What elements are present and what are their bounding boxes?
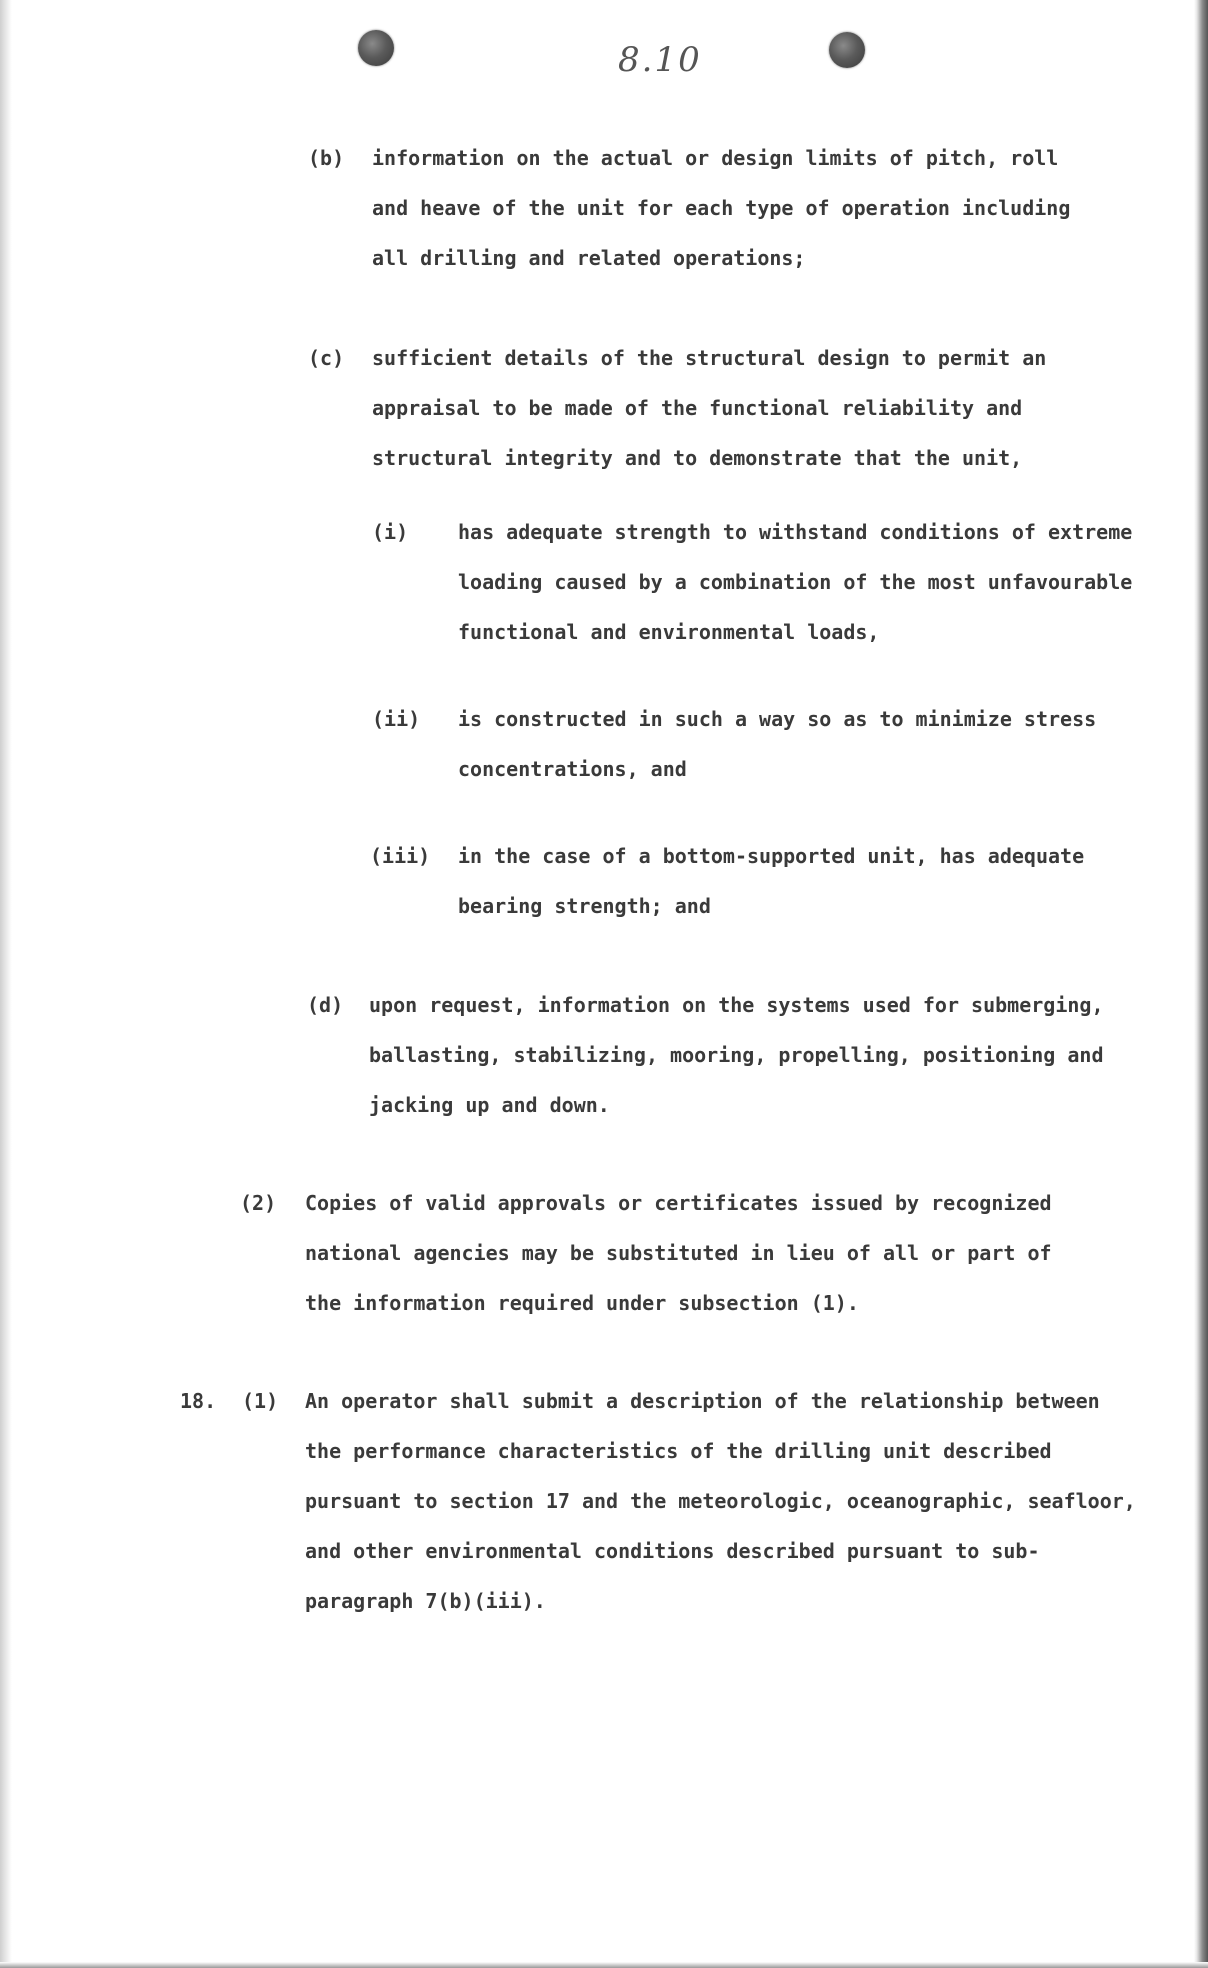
clause-b-label: (b) [308, 146, 345, 170]
subclause-iii-label: (iii) [370, 844, 431, 868]
subclause-iii-text [458, 831, 1178, 931]
text-line: and other environmental conditions described pursuant to sub- [305, 1539, 1040, 1563]
text-line: is constructed in such a way so as to minimize stress [458, 707, 1097, 731]
clause-c-label: (c) [308, 346, 345, 370]
subclause-i-label: (i) [372, 520, 409, 544]
subclause-i-text [458, 507, 1178, 657]
text-line: loading caused by a combination of the most unfavourable [458, 570, 1133, 594]
punch-hole-left [358, 30, 394, 66]
text-line: paragraph 7(b)(iii). [305, 1589, 546, 1613]
page-number: 8.10 [618, 40, 702, 80]
text-line: concentrations, and [458, 757, 687, 781]
punch-hole-right [829, 32, 865, 68]
text-line: and heave of the unit for each type of operation including [372, 196, 1071, 220]
clause-c-text [372, 333, 1152, 483]
text-line: in the case of a bottom-supported unit, has adequate [458, 844, 1085, 868]
text-line: sufficient details of the structural design to permit an [372, 346, 1047, 370]
clause-b-text [372, 133, 1152, 283]
scan-edge-right [1194, 0, 1208, 1968]
section-18-text [305, 1376, 1185, 1626]
text-line: the information required under subsection (1). [305, 1291, 859, 1315]
subsection-2-text [305, 1178, 1165, 1328]
text-line: national agencies may be substituted in lieu of all or part of [305, 1241, 1052, 1265]
subclause-ii-text [458, 694, 1178, 794]
text-line: appraisal to be made of the functional reliability and [372, 396, 1023, 420]
text-line: upon request, information on the systems used for submerging, [369, 993, 1104, 1017]
text-line: ballasting, stabilizing, mooring, propelling, positioning and [369, 1043, 1104, 1067]
text-line: jacking up and down. [369, 1093, 610, 1117]
section-18-number: 18. [180, 1389, 217, 1413]
text-line: pursuant to section 17 and the meteorologic, oceanographic, seafloor, [305, 1489, 1136, 1513]
section-18-subsection-1-label: (1) [242, 1389, 279, 1413]
text-line: structural integrity and to demonstrate that the unit, [372, 446, 1023, 470]
text-line: Copies of valid approvals or certificates issued by recognized [305, 1191, 1052, 1215]
text-line: bearing strength; and [458, 894, 711, 918]
subsection-2-label: (2) [240, 1191, 277, 1215]
text-line: all drilling and related operations; [372, 246, 806, 270]
text-line: An operator shall submit a description of the relationship between [305, 1389, 1100, 1413]
text-line: functional and environmental loads, [458, 620, 880, 644]
text-line: information on the actual or design limits of pitch, roll [372, 146, 1059, 170]
clause-d-text [369, 980, 1169, 1130]
scan-edge-left [0, 0, 12, 1968]
subclause-ii-label: (ii) [372, 707, 421, 731]
text-line: has adequate strength to withstand conditions of extreme [458, 520, 1133, 544]
clause-d-label: (d) [307, 993, 344, 1017]
text-line: the performance characteristics of the drilling unit described [305, 1439, 1052, 1463]
scan-edge-bottom [0, 1962, 1208, 1968]
